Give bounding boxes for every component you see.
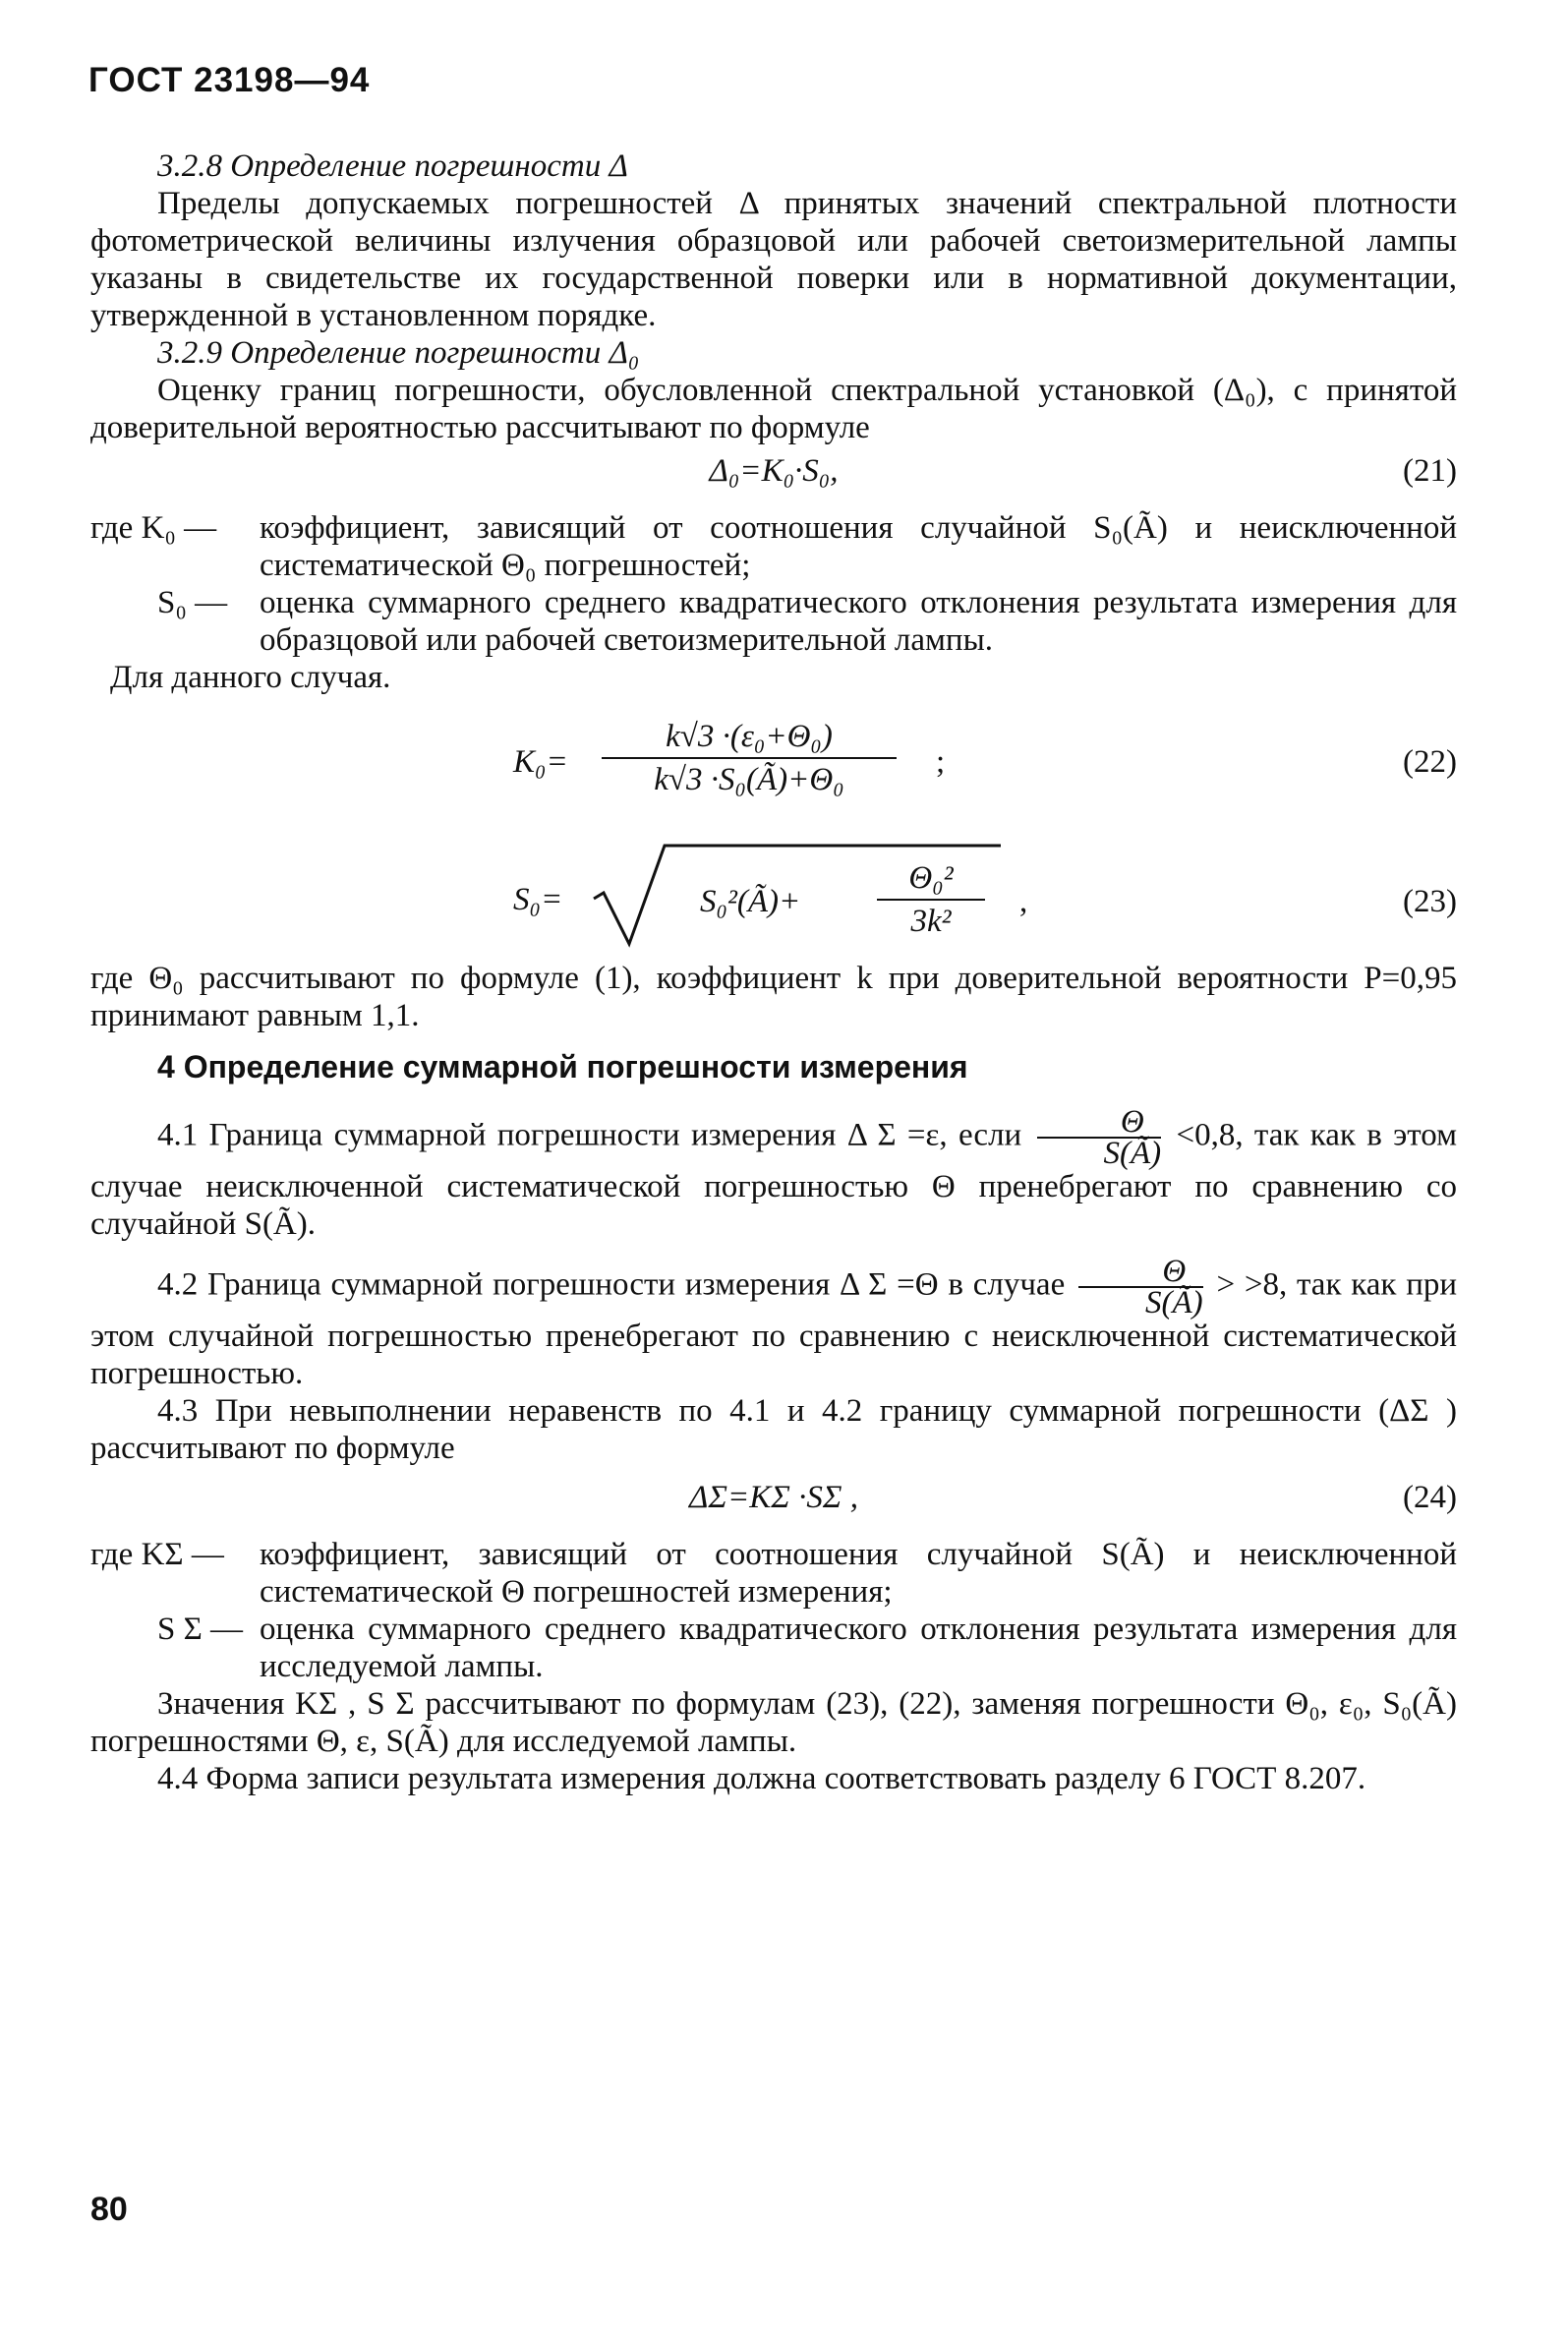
formula-23-radicand: S₀²(Ã)+ xyxy=(700,884,801,919)
formula-22-numerator: k√3 ·(ε₀+Θ₀) xyxy=(602,718,897,759)
definition-s0-symbol: S₀ — xyxy=(157,585,228,620)
formula-23-fraction-denominator: 3k² xyxy=(910,904,952,939)
formula-23-fraction xyxy=(877,859,985,940)
formula-22-tail: ; xyxy=(936,744,946,780)
theta-note: где Θ₀ рассчитывают по формуле (1), коэффициент k при доверительной вероятности P=0,95 принимают равным 1,1. xyxy=(90,961,1457,1033)
section-4-1-fraction-numerator: Θ xyxy=(1037,1107,1162,1139)
formula-23-number: (23) xyxy=(1403,884,1457,919)
section-4-2-fraction-denominator: S(Ã) xyxy=(1145,1285,1203,1320)
formula-22-denominator: k√3 ·S₀(Ã)+Θ₀ xyxy=(654,762,844,797)
formula-23 xyxy=(90,836,1457,954)
definition-s0-text: оценка суммарного среднего квадратического отклонения результата измерения для образцовой или рабочей светоизмерительной лампы. xyxy=(260,585,1457,658)
section-4-3: 4.3 При невыполнении неравенств по 4.1 и 4.2 границу суммарной погрешности (ΔΣ ) рассчитывают по формуле xyxy=(90,1393,1457,1466)
section-3-2-8-body: Пределы допускаемых погрешностей Δ принятых значений спектральной плотности фотометрической величины излучения образцовой или рабочей светоизмерительной лампы указаны в свидетельстве их государственной поверки или в нормативной документации, утвержденной в установленном порядке. xyxy=(90,186,1457,333)
definition-k0-symbol: где K₀ — xyxy=(90,510,217,546)
formula-22-number: (22) xyxy=(1403,744,1457,780)
section-3-2-9-title: 3.2.9 Определение погрешности Δ₀ xyxy=(157,335,640,371)
definition-k-sigma-text: коэффициент, зависящий от соотношения случайной S(Ã) и неисключенной систематической Θ погрешностей измерения; xyxy=(260,1537,1457,1610)
definitions-ks-ss xyxy=(90,1536,1457,1685)
definition-s-sigma-text: оценка суммарного среднего квадратического отклонения результата измерения для исследуемой лампы. xyxy=(260,1612,1457,1684)
definition-s-sigma-symbol: S Σ — xyxy=(157,1612,244,1647)
document-header: ГОСТ 23198—94 xyxy=(88,61,371,99)
section-3-2-9-body: Оценку границ погрешности, обусловленной спектральной установкой (Δ₀), с принятой доверительной вероятностью рассчитывают по формуле xyxy=(90,373,1457,445)
definition-k-sigma xyxy=(90,1536,1457,1611)
formula-22-lhs: K₀= xyxy=(513,744,568,780)
formula-21-number: (21) xyxy=(1403,453,1457,489)
section-4-2 xyxy=(90,1254,1458,1392)
formula-24-expression: ΔΣ=KΣ ·SΣ , xyxy=(689,1480,858,1515)
section-3-2-8-title: 3.2.8 Определение погрешности Δ xyxy=(157,148,628,184)
section-4-2-lead: 4.2 Граница суммарной погрешности измерения Δ Σ =Θ в случае xyxy=(157,1266,1066,1303)
formula-21 xyxy=(90,452,1457,503)
formula-23-lhs: S₀= xyxy=(513,882,563,917)
values-note: Значения KΣ , S Σ рассчитывают по формулам (23), (22), заменяя погрешности Θ₀, ε₀, S₀(Ã) погрешностями Θ, ε, S(Ã) для исследуемой лампы. xyxy=(90,1686,1457,1759)
section-4-1-lead: 4.1 Граница суммарной погрешности измерения Δ Σ =ε, если xyxy=(157,1117,1022,1153)
definition-s0 xyxy=(90,584,1457,659)
section-4-1-rest: так как в этом случае неисключенной систематической погрешностью Θ пренебрегают по сравнению со случайной S(Ã). xyxy=(90,1117,1458,1242)
section-4-1 xyxy=(90,1104,1458,1243)
formula-22 xyxy=(90,708,1457,824)
definition-s-sigma xyxy=(90,1611,1457,1685)
definition-k0 xyxy=(90,509,1457,584)
formula-21-expression: Δ₀=K₀·S₀, xyxy=(709,453,839,489)
formula-24 xyxy=(90,1479,1457,1530)
formula-22-fraction xyxy=(602,718,897,798)
definition-k0-text: коэффициент, зависящий от соотношения случайной S₀(Ã) и неисключенной систематической Θ₀ погрешностей; xyxy=(260,510,1457,583)
document-body xyxy=(90,147,1457,1797)
section-4-2-rest: >8, так как при этом случайной погрешностью пренебрегают по сравнению с неисключенной систематической погрешностью. xyxy=(90,1266,1458,1391)
section-4-2-condition: > xyxy=(1216,1266,1236,1303)
for-case-text: Для данного случая. xyxy=(110,660,391,695)
section-4-1-condition: <0,8, xyxy=(1176,1117,1244,1153)
definitions-k0-s0 xyxy=(90,509,1457,659)
page-number: 80 xyxy=(90,2191,128,2228)
section-4-title: 4 Определение суммарной погрешности измерения xyxy=(157,1049,968,1085)
formula-24-number: (24) xyxy=(1403,1480,1457,1515)
formula-23-fraction-numerator: Θ₀² xyxy=(877,859,985,901)
section-4-2-fraction-numerator: Θ xyxy=(1078,1257,1203,1288)
section-4-4: 4.4 Форма записи результата измерения должна соответствовать разделу 6 ГОСТ 8.207. xyxy=(157,1761,1366,1796)
section-4-1-fraction-denominator: S(Ã) xyxy=(1103,1136,1162,1171)
section-4-2-fraction xyxy=(1078,1254,1203,1320)
definition-k-sigma-symbol: где KΣ — xyxy=(90,1537,224,1572)
formula-23-tail: , xyxy=(1019,884,1028,919)
section-4-1-fraction xyxy=(1037,1104,1162,1171)
